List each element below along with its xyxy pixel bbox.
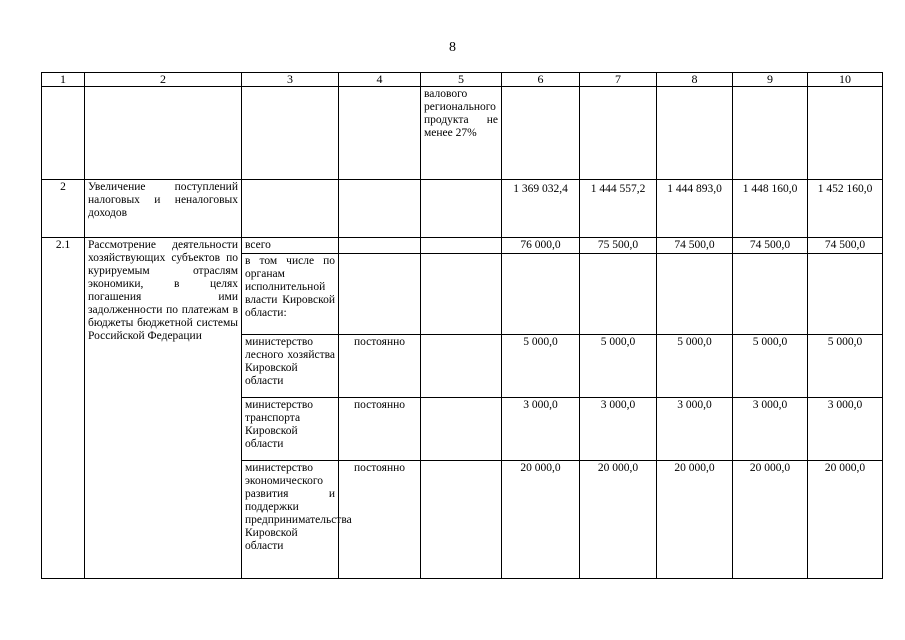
row-number: 2.1 bbox=[42, 238, 85, 579]
value-cell: 3 000,0 bbox=[657, 398, 733, 461]
value-cell: 20 000,0 bbox=[808, 461, 883, 579]
ministry-name: министерство экономического развития и поддержки предпринимательства Кировской области bbox=[242, 461, 339, 579]
row-title: Рассмотрение деятельности хозяйствующих субъектов по курируемым отраслям экономики, в целях погашения ими задолженности по платежам в бюджеты бюджетной системы Российской Федерации bbox=[85, 238, 242, 579]
value-cell: 75 500,0 bbox=[580, 238, 657, 254]
including-label: в том числе по органам исполнительной власти Кировской области: bbox=[242, 254, 339, 335]
value-cell: 1 369 032,4 bbox=[502, 180, 580, 238]
col-header-6: 6 bbox=[502, 73, 580, 87]
col-header-3: 3 bbox=[242, 73, 339, 87]
value-cell: 5 000,0 bbox=[733, 335, 808, 398]
col-header-1: 1 bbox=[42, 73, 85, 87]
budget-table bbox=[41, 72, 883, 579]
row-number: 2 bbox=[42, 180, 85, 238]
value-cell: 3 000,0 bbox=[580, 398, 657, 461]
period-cell: постоянно bbox=[339, 461, 421, 579]
value-cell: 3 000,0 bbox=[733, 398, 808, 461]
page-number: 8 bbox=[449, 40, 456, 55]
col-header-4: 4 bbox=[339, 73, 421, 87]
value-cell: 5 000,0 bbox=[657, 335, 733, 398]
value-cell: 20 000,0 bbox=[580, 461, 657, 579]
value-cell: 74 500,0 bbox=[808, 238, 883, 254]
value-cell: 74 500,0 bbox=[657, 238, 733, 254]
value-cell: 1 444 893,0 bbox=[657, 180, 733, 238]
col-header-8: 8 bbox=[657, 73, 733, 87]
col-header-10: 10 bbox=[808, 73, 883, 87]
value-cell: 76 000,0 bbox=[502, 238, 580, 254]
value-cell: 5 000,0 bbox=[808, 335, 883, 398]
value-cell: 20 000,0 bbox=[502, 461, 580, 579]
ministry-name: министерство лесного хозяйства Кировской области bbox=[242, 335, 339, 398]
period-cell: постоянно bbox=[339, 335, 421, 398]
value-cell: 5 000,0 bbox=[502, 335, 580, 398]
value-cell: 1 452 160,0 bbox=[808, 180, 883, 238]
col-header-5: 5 bbox=[421, 73, 502, 87]
value-cell: 3 000,0 bbox=[808, 398, 883, 461]
col-header-2: 2 bbox=[85, 73, 242, 87]
table-row-2 bbox=[42, 180, 883, 238]
col-header-9: 9 bbox=[733, 73, 808, 87]
indicator-text: валового регионального продукта не менее 27% bbox=[421, 87, 502, 180]
header-row bbox=[42, 73, 883, 87]
value-cell: 3 000,0 bbox=[502, 398, 580, 461]
period-cell: постоянно bbox=[339, 398, 421, 461]
ministry-name: министерство транспорта Кировской области bbox=[242, 398, 339, 461]
value-cell: 74 500,0 bbox=[733, 238, 808, 254]
total-label: всего bbox=[242, 238, 339, 254]
value-cell: 20 000,0 bbox=[657, 461, 733, 579]
row-title: Увеличение поступлений налоговых и неналоговых доходов bbox=[85, 180, 242, 238]
table-row-2-1-total bbox=[42, 238, 883, 254]
value-cell: 5 000,0 bbox=[580, 335, 657, 398]
table-row-continuation bbox=[42, 87, 883, 180]
value-cell: 1 444 557,2 bbox=[580, 180, 657, 238]
value-cell: 1 448 160,0 bbox=[733, 180, 808, 238]
value-cell: 20 000,0 bbox=[733, 461, 808, 579]
col-header-7: 7 bbox=[580, 73, 657, 87]
